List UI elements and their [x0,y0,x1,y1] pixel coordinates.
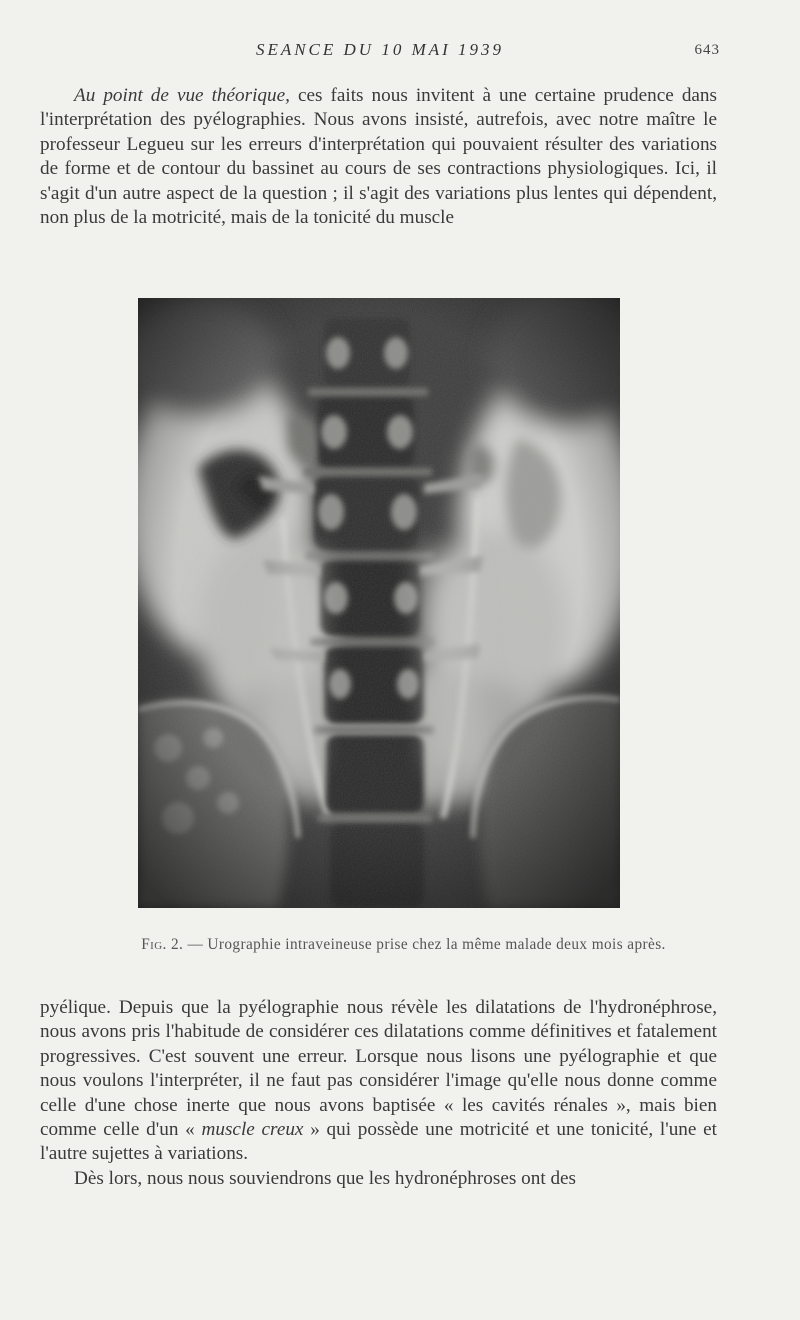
running-title: SEANCE DU 10 MAI 1939 [255,40,505,59]
running-head [40,40,720,64]
urography-xray-image [138,298,620,908]
paragraph-des-lors: Dès lors, nous nous souviendrons que les hydronéphroses ont des [74,1167,577,1189]
xray-figure [138,298,620,908]
figure-caption [40,936,767,954]
body-text-bottom [40,996,717,1191]
paragraph-text-after: » qui possède une motricité et une tonicité, l'une et l'autre sujettes à variations. [40,1119,717,1165]
paragraph-lead-italic: Au point de vue théorique, [74,85,290,106]
paragraph-text-before: pyélique. Depuis que la pyélographie nous révèle les dilatations de l'hydronéphrose, nous avons pris l'habitude de considérer ces dilatations comme définitives et fatalement progressives. C'est souvent une erreur. Lorsque nous lisons une pyélographie et que nous voulons l'interpréter, il ne faut pas considérer l'image qu'elle nous donne comme celle d'une chose inerte que nous avons baptisée « les cavités rénales », mais bien comme celle d'un « [40,997,717,1141]
paragraph-pyelique [40,996,717,1167]
paragraph-text: ces faits nous invitent à une certaine prudence dans l'interprétation des pyélographies. Nous avons insisté, autrefois, avec notre maître le professeur Legueu sur les erreurs d'interprétation qui pouvaient résulter des variations de forme et de contour du bassinet au cours de ses contractions physiologiques. Ici, il s'agit d'un autre aspect de la question ; il s'agit des variations plus lentes qui dépendent, non plus de la motricité, mais de la tonicité du muscle [40,85,717,229]
body-text-top [40,84,717,230]
paragraph-italic-term: muscle creux [201,1119,304,1141]
page-number: 643 [694,42,720,58]
figure-label: Fig. 2. [141,936,184,953]
paragraph-theoretical [40,84,717,230]
figure-caption-text: — Urographie intraveineuse prise chez la même malade deux mois après. [183,936,666,953]
